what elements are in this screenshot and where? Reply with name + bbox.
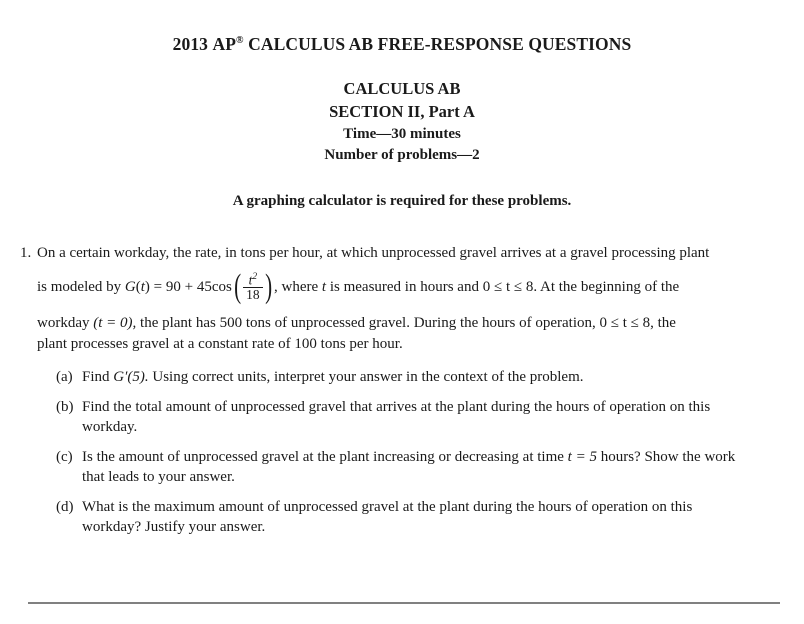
problem-formula-line [37, 268, 782, 306]
subpart-a-label: (a) [56, 368, 73, 385]
line3-rest: the plant has 500 tons of unprocessed gravel. During the hours of operation, 0 ≤ t ≤ 8, the [140, 315, 676, 332]
header-ap: AP [212, 34, 237, 54]
formula-function-name: G [124, 279, 136, 296]
problem-1 [0, 244, 804, 537]
title-section: SECTION II, Part A [329, 102, 475, 122]
document-page [0, 34, 804, 624]
line3-start: workday [37, 315, 90, 332]
problem-line-4: plant processes gravel at a constant rate of 100 tons per hour. [37, 335, 403, 352]
running-header [0, 34, 804, 55]
subpart-c-text-after: hours? Show the work that leads to your answer. [82, 449, 736, 485]
subpart-c [37, 448, 782, 487]
title-time: Time—30 minutes [343, 125, 461, 142]
header-title-rest: CALCULUS AB FREE-RESPONSE QUESTIONS [243, 34, 632, 54]
footer-divider [28, 602, 780, 604]
subpart-b [37, 398, 782, 437]
subpart-c-math: t = 5 [567, 449, 597, 466]
fraction-denominator: 18 [243, 287, 263, 302]
subpart-a-text [82, 368, 782, 388]
subpart-a-text-after: Using correct units, interpret your answer in the context of the problem. [152, 368, 584, 385]
problem-line-3 [37, 314, 782, 333]
subpart-d-text: What is the maximum amount of unprocessed gravel at the plant during the hours of operation on this workday? Justify your answer. [82, 499, 693, 535]
registered-trademark-icon: ® [236, 35, 244, 47]
problem-number: 1. [20, 245, 32, 262]
subpart-a [37, 368, 782, 388]
formula-after: , where [274, 279, 319, 296]
subpart-d [37, 498, 782, 537]
calculator-requirement-note: A graphing calculator is required for these problems. [232, 193, 572, 210]
subpart-a-math: G′(5). [113, 368, 149, 385]
formula-fraction [243, 273, 263, 303]
title-problem-count: Number of problems—2 [324, 147, 480, 164]
subpart-a-text-before: Find [82, 368, 110, 385]
formula-lead: is modeled by [37, 279, 122, 296]
title-course: CALCULUS AB [343, 79, 461, 98]
problem-body [37, 244, 782, 537]
subpart-c-label: (c) [56, 449, 73, 466]
formula-function-arg: (t) [135, 279, 150, 296]
subpart-c-text [82, 448, 782, 487]
formula-tail: is measured in hours and 0 ≤ t ≤ 8. At the beginning of the [329, 279, 680, 296]
subpart-b-label: (b) [56, 399, 74, 416]
problem-line-1: On a certain workday, the rate, in tons per hour, at which unprocessed gravel arrives at a gravel processing plant [37, 245, 710, 262]
formula-open-paren: ( [233, 268, 242, 306]
formula-variable: t [321, 279, 327, 296]
formula-equals-expression: = 90 + 45cos [153, 279, 232, 296]
line3-paren-math: (t = 0), [93, 315, 137, 332]
header-year: 2013 [172, 34, 209, 54]
subpart-d-label: (d) [56, 499, 74, 516]
exam-title-block [0, 77, 804, 166]
fraction-numerator: $t^2$ [248, 271, 258, 288]
formula-close-paren: ) [264, 268, 272, 306]
subpart-b-text: Find the total amount of unprocessed gravel that arrives at the plant during the hours of operation on this workday. [82, 399, 711, 435]
problem-subparts [37, 368, 782, 538]
subpart-c-text-before: Is the amount of unprocessed gravel at the plant increasing or decreasing at time [82, 449, 564, 466]
